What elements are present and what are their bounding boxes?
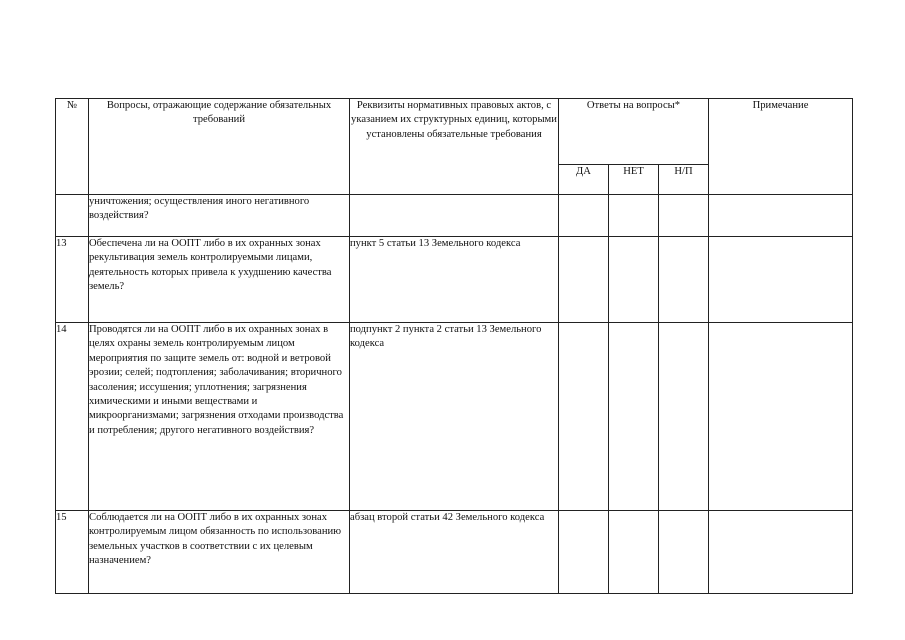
note-cell[interactable] <box>709 237 853 323</box>
row-requisites: абзац второй статьи 42 Земельного кодекса <box>350 511 559 594</box>
answer-no-cell[interactable] <box>609 511 659 594</box>
table-row <box>56 237 853 323</box>
checklist-table <box>55 98 853 594</box>
row-number: 14 <box>56 323 89 511</box>
answer-na-cell[interactable] <box>659 323 709 511</box>
answer-yes-cell[interactable] <box>559 323 609 511</box>
row-question: Обеспечена ли на ООПТ либо в их охранных зонах рекультивация земель контролируемыми лицами, деятельность которых привела к ухудшению качества земель? <box>89 237 350 323</box>
answer-yes-cell[interactable] <box>559 237 609 323</box>
header-question: Вопросы, отражающие содержание обязательных требований <box>89 99 350 195</box>
header-number: № <box>56 99 89 195</box>
note-cell[interactable] <box>709 511 853 594</box>
answer-no-cell[interactable] <box>609 237 659 323</box>
answer-yes-cell[interactable] <box>559 511 609 594</box>
row-requisites: пункт 5 статьи 13 Земельного кодекса <box>350 237 559 323</box>
header-na: Н/П <box>659 165 709 195</box>
table-row <box>56 323 853 511</box>
row-number <box>56 195 89 237</box>
row-question: уничтожения; осуществления иного негативного воздействия? <box>89 195 350 237</box>
row-question: Соблюдается ли на ООПТ либо в их охранных зонах контролируемым лицом обязанность по использованию земельных участков в соответствии с их целевым назначением? <box>89 511 350 594</box>
header-row <box>56 99 853 165</box>
note-cell[interactable] <box>709 195 853 237</box>
header-yes: ДА <box>559 165 609 195</box>
answer-no-cell[interactable] <box>609 323 659 511</box>
note-cell[interactable] <box>709 323 853 511</box>
header-no: НЕТ <box>609 165 659 195</box>
row-question: Проводятся ли на ООПТ либо в их охранных зонах в целях охраны земель контролируемым лицом мероприятия по защите земель от: водной и ветровой эрозии; селей; подтопления; заболачивания; вторичного засоления; иссушения; уплотнения; загрязнения химическими и иными веществами и микроорганизмами; загрязнения отходами производства и потребления; другого негативного воздействия? <box>89 323 350 511</box>
answer-na-cell[interactable] <box>659 511 709 594</box>
table-row <box>56 511 853 594</box>
row-requisites: подпункт 2 пункта 2 статьи 13 Земельного кодекса <box>350 323 559 511</box>
answer-yes-cell[interactable] <box>559 195 609 237</box>
table-row <box>56 195 853 237</box>
row-requisites <box>350 195 559 237</box>
row-number: 13 <box>56 237 89 323</box>
answer-na-cell[interactable] <box>659 195 709 237</box>
header-answers: Ответы на вопросы* <box>559 99 709 165</box>
header-requisites: Реквизиты нормативных правовых актов, с указанием их структурных единиц, которыми установлены обязательные требования <box>350 99 559 195</box>
answer-no-cell[interactable] <box>609 195 659 237</box>
row-number: 15 <box>56 511 89 594</box>
header-note: Примечание <box>709 99 853 195</box>
answer-na-cell[interactable] <box>659 237 709 323</box>
